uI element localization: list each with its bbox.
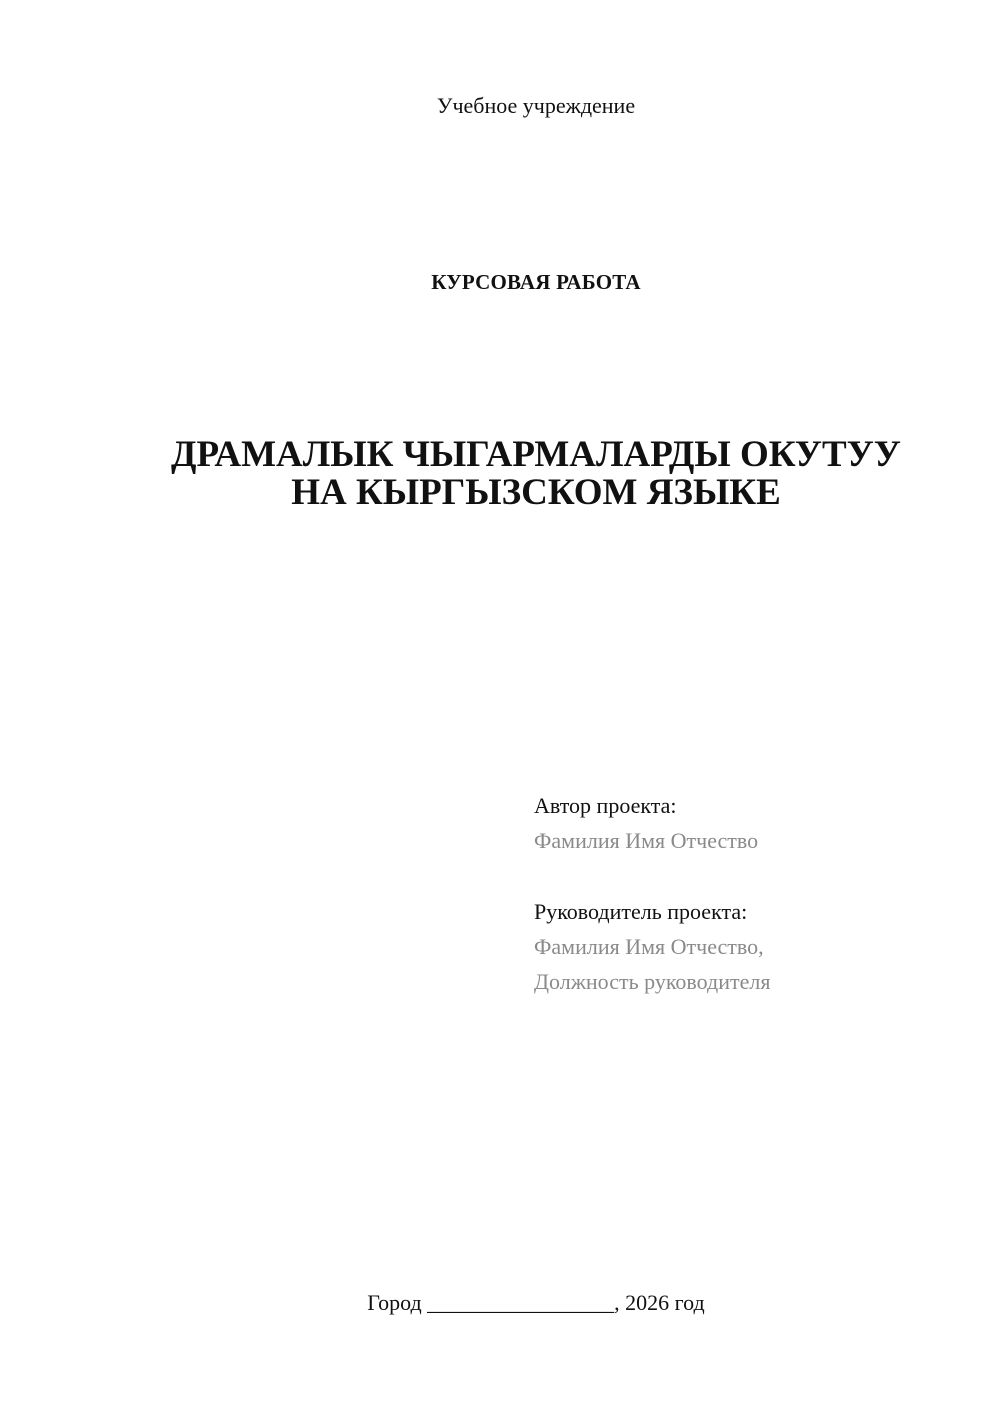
- author-block: [534, 788, 770, 858]
- project-info: [534, 788, 770, 999]
- institution-name: Учебное учреждение: [436, 93, 636, 118]
- supervisor-block: [534, 894, 770, 999]
- author-name: Фамилия Имя Отчество: [534, 828, 759, 853]
- document-title-line-2: НА КЫРГЫЗСКОМ ЯЗЫКЕ: [291, 472, 781, 513]
- supervisor-position: Должность руководителя: [534, 969, 771, 994]
- supervisor-name: Фамилия Имя Отчество,: [534, 934, 764, 959]
- author-label: Автор проекта:: [534, 793, 677, 818]
- document-title: [0, 436, 1000, 512]
- city-year-line: Город _________________, 2026 год: [367, 1290, 705, 1315]
- supervisor-label: Руководитель проекта:: [534, 899, 748, 924]
- document-title-line-1: ДРАМАЛЫК ЧЫГАРМАЛАРДЫ ОКУТУУ: [171, 434, 901, 475]
- work-type-heading: КУРСОВАЯ РАБОТА: [431, 270, 641, 294]
